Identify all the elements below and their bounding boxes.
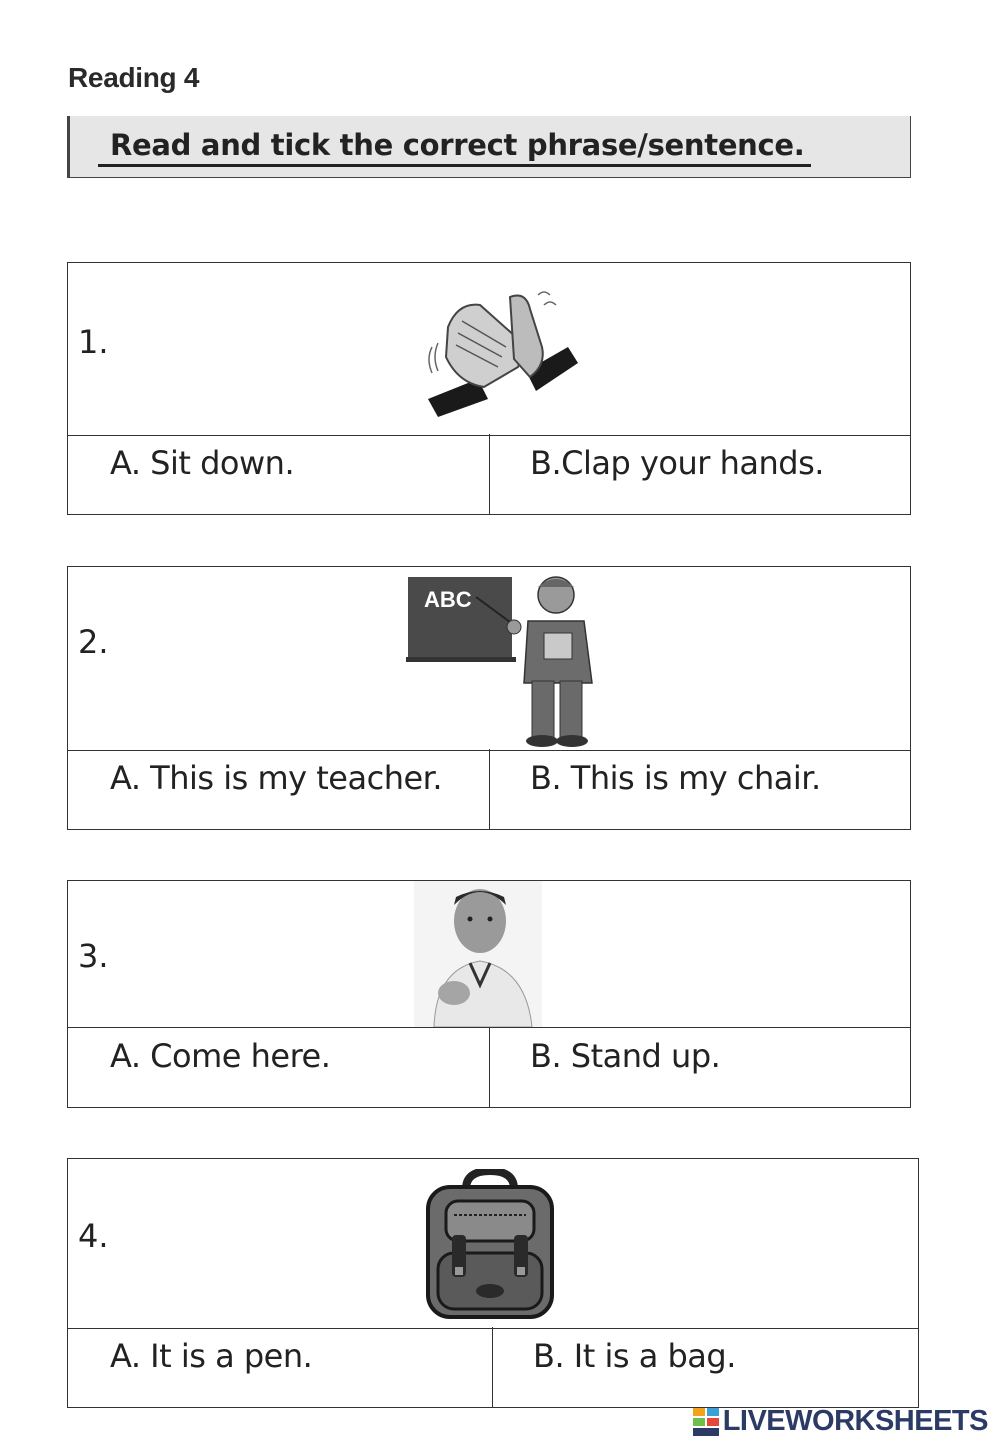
question-3-picture-area — [68, 881, 910, 1028]
question-number: 4. — [78, 1217, 109, 1255]
page-title: Reading 4 — [68, 62, 200, 93]
question-1-picture-area — [68, 263, 910, 436]
option-b[interactable]: B. It is a bag. — [533, 1337, 736, 1375]
brand-name: LIVEWORKSHEETS — [722, 1405, 988, 1437]
question-4-picture-area — [68, 1159, 918, 1329]
liveworksheets-logo-icon — [693, 1408, 719, 1436]
question-4 — [67, 1158, 919, 1408]
option-a[interactable]: A. Sit down. — [68, 434, 490, 514]
question-number: 3. — [78, 937, 109, 975]
option-b[interactable]: B. This is my chair. — [530, 759, 821, 797]
clapping-hands-icon — [418, 287, 598, 417]
question-2 — [67, 566, 911, 830]
question-1 — [67, 262, 911, 515]
school-bag-icon — [418, 1169, 562, 1321]
instruction-box — [67, 116, 911, 178]
option-a[interactable]: A. This is my teacher. — [68, 749, 490, 829]
question-3 — [67, 880, 911, 1108]
question-number: 1. — [78, 323, 109, 361]
teacher-at-blackboard-icon — [406, 573, 606, 749]
liveworksheets-branding[interactable] — [693, 1405, 988, 1438]
instruction-text: Read and tick the correct phrase/sentence. — [98, 128, 811, 167]
question-number: 2. — [78, 623, 109, 661]
option-b[interactable]: B.Clap your hands. — [530, 444, 824, 482]
question-2-picture-area — [68, 567, 910, 751]
boy-beckoning-photo — [414, 881, 542, 1027]
board-text: ABC — [424, 587, 472, 612]
option-a[interactable]: A. It is a pen. — [68, 1327, 493, 1407]
option-b[interactable]: B. Stand up. — [530, 1037, 721, 1075]
option-a[interactable]: A. Come here. — [68, 1027, 490, 1107]
